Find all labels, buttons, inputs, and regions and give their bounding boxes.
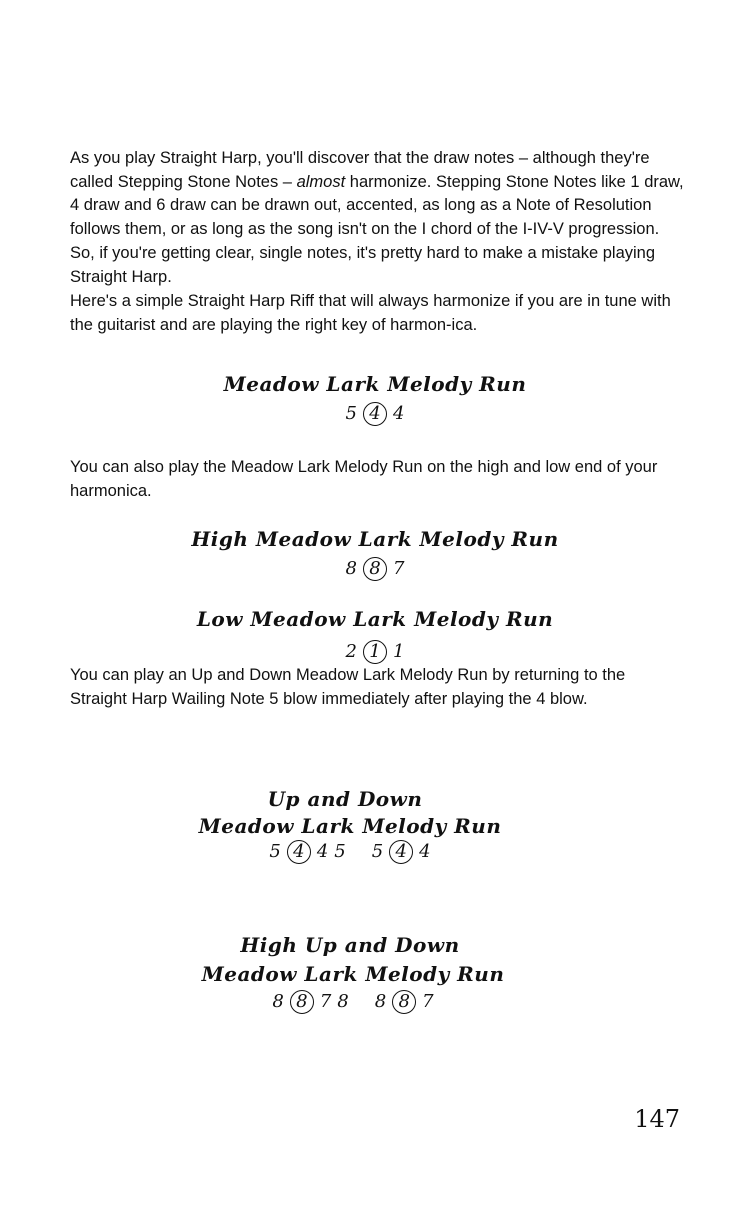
blow-note: 4 <box>316 841 329 862</box>
circled-draw-note: 8 <box>363 557 387 581</box>
paragraph-clear-notes: So, if you're getting clear, single notes, it's pretty hard to make a mistake playing Straight Harp. <box>70 244 656 286</box>
riff-title: High Up and Down <box>240 933 460 957</box>
text: harmonize. Stepping Stone Notes like 1 draw, 4 draw and 6 draw can be drawn out, accented, as long as a Note of Resolution follows them, or as long as the song isn't on the I chord of the I-IV-V progression. <box>70 172 684 238</box>
blow-note: 8 <box>345 558 357 579</box>
paragraph-up-down: You can play an Up and Down Meadow Lark Melody Run by returning to the Straight Harp Wailing Note 5 blow immediately after playing the 4 blow. <box>70 666 626 708</box>
paragraph-high-low: You can also play the Meadow Lark Melody Run on the high and low end of your harmonica. <box>70 458 658 500</box>
riff-notes <box>0 840 725 864</box>
blow-note: 5 <box>371 841 384 862</box>
blow-note: 4 <box>419 841 431 862</box>
blow-note: 7 <box>319 991 332 1012</box>
paragraph-simple-riff: Here's a simple Straight Harp Riff that will always harmonize if you are in tune with the guitarist and are playing the right key of harmon-ica. <box>70 292 671 334</box>
text: As you play Straight Harp, you'll discover that the draw notes – although they're called Stepping Stone Notes – <box>70 149 650 191</box>
circled-draw-note: 4 <box>389 840 413 864</box>
riff-notes <box>0 640 750 664</box>
page-number: 147 <box>634 1105 680 1133</box>
circled-draw-note: 8 <box>392 990 416 1014</box>
riff-title: Meadow Lark Melody Run <box>223 372 527 396</box>
blow-note: 2 <box>345 641 357 662</box>
riff-title: Meadow Lark Melody Run <box>201 962 505 986</box>
riff-title: Low Meadow Lark Melody Run <box>196 607 554 631</box>
circled-draw-note: 8 <box>290 990 314 1014</box>
riff-notes <box>0 402 750 426</box>
circled-draw-note: 1 <box>363 640 387 664</box>
circled-draw-note: 4 <box>287 840 311 864</box>
riff-notes <box>0 990 728 1014</box>
blow-note: 4 <box>393 403 405 424</box>
riff-title: Up and Down <box>267 787 423 811</box>
emphasis: almost <box>296 172 346 191</box>
blow-note: 5 <box>334 841 346 862</box>
riff-notes <box>0 557 750 581</box>
blow-note: 8 <box>374 991 387 1012</box>
riff-title: High Meadow Lark Melody Run <box>191 527 559 551</box>
riff-title: Meadow Lark Melody Run <box>198 814 502 838</box>
blow-note: 5 <box>269 841 281 862</box>
blow-note: 1 <box>393 641 405 662</box>
paragraph-stepping-stone <box>70 147 685 241</box>
circled-draw-note: 4 <box>363 402 387 426</box>
blow-note: 7 <box>422 991 434 1012</box>
blow-note: 8 <box>272 991 284 1012</box>
blow-note: 8 <box>337 991 349 1012</box>
blow-note: 5 <box>345 403 357 424</box>
blow-note: 7 <box>393 558 405 579</box>
